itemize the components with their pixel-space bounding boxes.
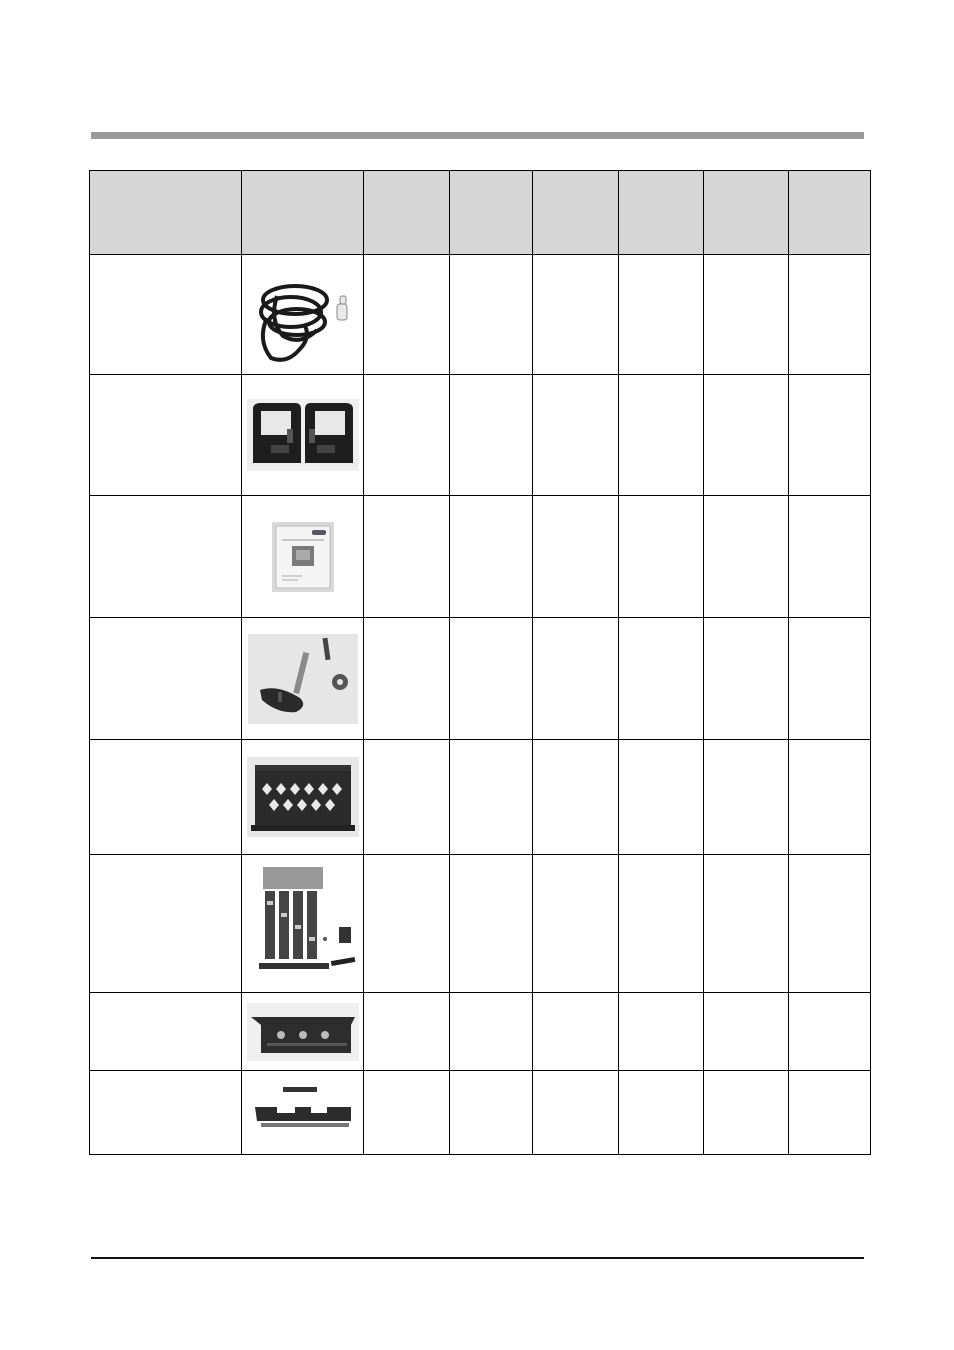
header-cell: [704, 171, 789, 255]
instruction-manual-photo: [272, 522, 334, 592]
header-cell: [619, 171, 704, 255]
table-row: [90, 496, 871, 618]
table-row: [90, 855, 871, 993]
header-cell: [450, 171, 533, 255]
table-row: [90, 255, 871, 375]
grate-front-bar-photo: [247, 1003, 359, 1061]
table-header-row: [90, 171, 871, 255]
header-cell: [90, 171, 242, 255]
firebars-grate-photo: [247, 757, 359, 837]
table-row: [90, 1071, 871, 1155]
table-row: [90, 740, 871, 855]
door-glass-frames-photo: [247, 399, 359, 471]
table-row: [90, 375, 871, 496]
header-cell: [789, 171, 871, 255]
riddling-handle-photo: [248, 634, 358, 724]
table-row: [90, 993, 871, 1071]
grate-assembly-photo: [247, 861, 359, 987]
table-row: [90, 618, 871, 740]
header-cell: [533, 171, 619, 255]
rope-seal-kit-photo: [247, 260, 359, 370]
riddling-bar-photo: [247, 1081, 359, 1145]
parts-table: [89, 170, 871, 1155]
bottom-rule: [91, 1257, 864, 1259]
header-cell: [242, 171, 364, 255]
top-rule: [91, 132, 864, 139]
header-cell: [364, 171, 450, 255]
